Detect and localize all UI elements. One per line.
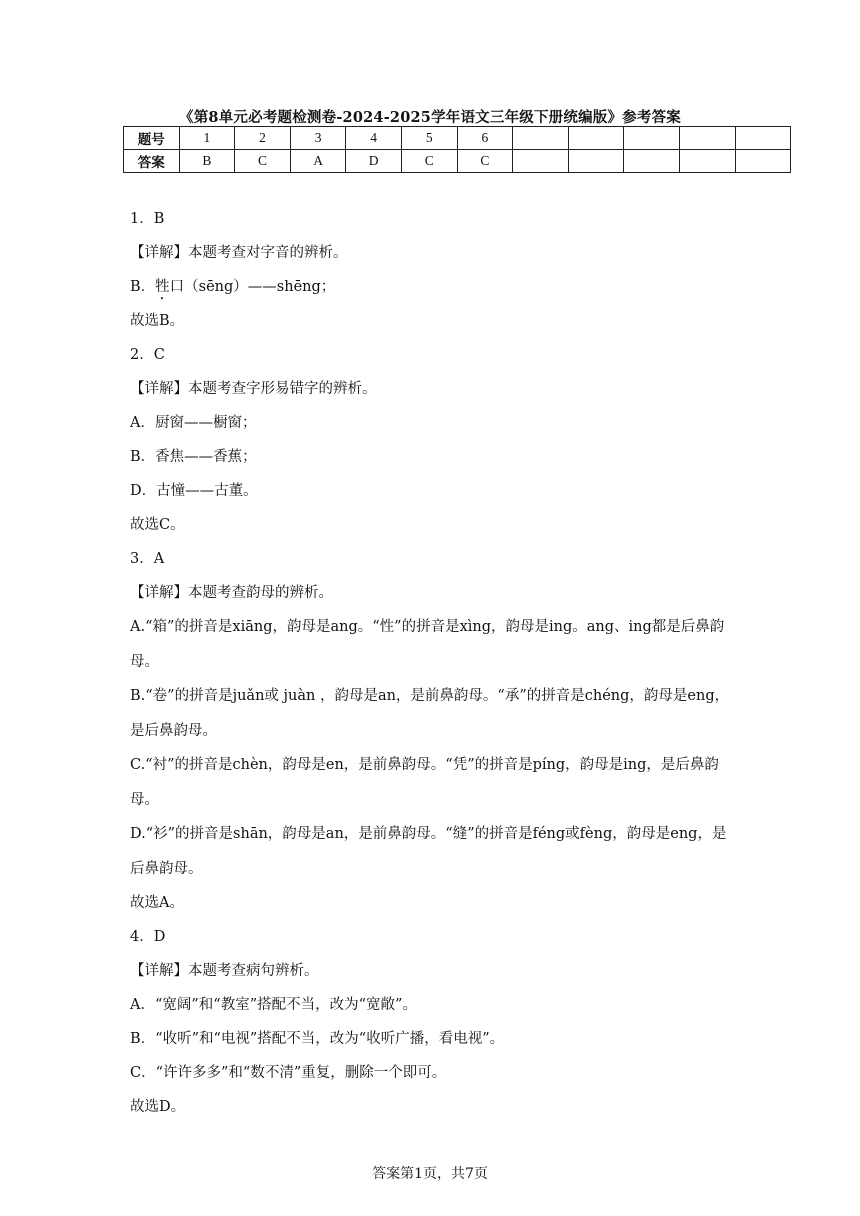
table-cell: C [457, 150, 513, 173]
table-cell: 2 [235, 127, 291, 150]
table-cell: A [290, 150, 346, 173]
q2-conclusion: 故选C。 [130, 517, 185, 533]
q4-detail: 【详解】本题考查病句辨析。 [130, 963, 319, 979]
q3-conclusion: 故选A。 [130, 895, 184, 911]
table-cell [568, 127, 624, 150]
document-title: 《第8单元必考题检测卷-2024-2025学年语文三年级下册统编版》参考答案 [179, 109, 681, 126]
q1-heading: 1．B [130, 211, 165, 227]
table-cell [513, 150, 569, 173]
answer-table [123, 126, 791, 173]
q4-option-a: A．“宽阔”和“教室”搭配不当，改为“宽敞”。 [130, 997, 417, 1013]
table-cell [735, 150, 791, 173]
table-cell [624, 150, 680, 173]
q3-option-b: B.“卷”的拼音是juǎn或 juàn ，韵母是an，是前鼻韵母。“承”的拼音是chéng，韵母是eng，是后鼻韵母。 [130, 688, 730, 739]
table-row-numbers [124, 127, 791, 150]
table-cell [513, 127, 569, 150]
table-cell [624, 127, 680, 150]
q2-option-a: A．厨窗——橱窗； [130, 415, 257, 431]
table-cell: 4 [346, 127, 402, 150]
table-cell: C [235, 150, 291, 173]
q4-option-c: C．“许许多多”和“数不清”重复，删除一个即可。 [130, 1065, 447, 1081]
row-label-number: 题号 [124, 127, 180, 150]
q3-heading: 3．A [130, 551, 165, 567]
table-cell: 3 [290, 127, 346, 150]
table-cell: 5 [401, 127, 457, 150]
q1-option-b [130, 270, 734, 304]
option-text: 口（sēng）——shēng； [169, 279, 336, 295]
q2-option-b: B．香焦——香蕉； [130, 449, 257, 465]
q3-option-c: C.“衬”的拼音是chèn，韵母是en，是前鼻韵母。“凭”的拼音是píng，韵母是ing，是后鼻韵母。 [130, 757, 719, 808]
q1-conclusion: 故选B。 [130, 313, 185, 329]
q3-option-d: D.“衫”的拼音是shān，韵母是an，是前鼻韵母。“缝”的拼音是féng或fèng，韵母是eng，是后鼻韵母。 [130, 826, 727, 877]
q2-heading: 2．C [130, 347, 165, 363]
q4-option-b: B．“收听”和“电视”搭配不当，改为“收听广播，看电视”。 [130, 1031, 505, 1047]
table-cell: 6 [457, 127, 513, 150]
row-label-answer: 答案 [124, 150, 180, 173]
q1-detail: 【详解】本题考查对字音的辨析。 [130, 245, 348, 261]
q3-detail: 【详解】本题考查韵母的辨析。 [130, 585, 333, 601]
q4-conclusion: 故选D。 [130, 1099, 186, 1115]
option-prefix: B． [130, 279, 156, 295]
table-cell [679, 127, 735, 150]
q4-heading: 4．D [130, 929, 166, 945]
table-cell [735, 127, 791, 150]
table-cell [568, 150, 624, 173]
q2-option-d: D．古憧——古董。 [130, 483, 258, 499]
q2-detail: 【详解】本题考查字形易错字的辨析。 [130, 381, 377, 397]
page-footer: 答案第1页，共7页 [372, 1166, 488, 1182]
table-cell [679, 150, 735, 173]
table-row-answers [124, 150, 791, 173]
table-cell: 1 [179, 127, 235, 150]
answer-explanations [130, 202, 734, 1124]
q3-option-a: A.“箱”的拼音是xiāng，韵母是ang。“性”的拼音是xìng，韵母是ing。ang、ing都是后鼻韵母。 [130, 619, 725, 670]
emphasized-char: 牲 [155, 279, 170, 295]
table-cell: D [346, 150, 402, 173]
table-cell: C [401, 150, 457, 173]
table-cell: B [179, 150, 235, 173]
